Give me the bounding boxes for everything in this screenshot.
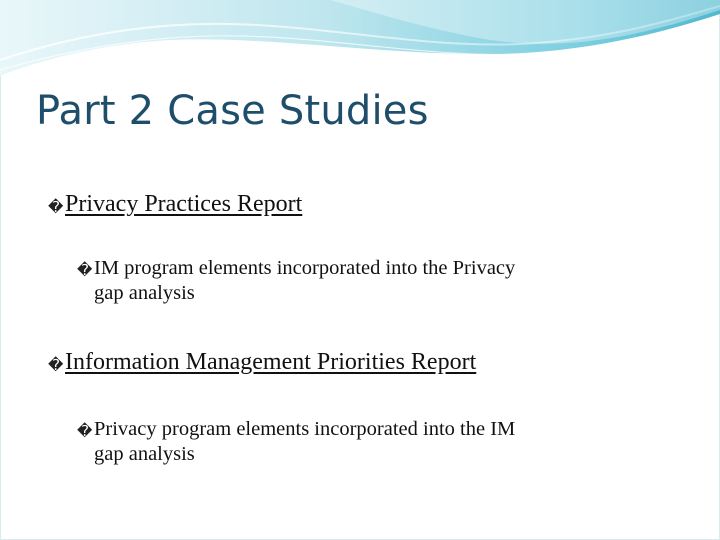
bullet-privacy-practices-report [48,192,302,216]
bullet-glyph-icon: � [77,261,93,279]
slide-title: Part 2 Case Studies [36,88,429,134]
sub-bullet-line-1: Privacy program elements incorporated into the IM [94,418,516,440]
sub-bullet-privacy-program-elements [77,417,677,467]
sub-bullet-im-program-elements [77,256,677,306]
bullet-label: Privacy Practices Report [65,191,303,217]
sub-bullet-line-2: gap analysis [94,443,195,465]
bullet-glyph-icon: � [48,356,64,374]
header-wave-decoration [0,0,720,80]
sub-bullet-line-1: IM program elements incorporated into the Privacy [94,257,516,279]
bullet-glyph-icon: � [48,198,64,216]
bullet-glyph-icon: � [77,422,93,440]
sub-bullet-line-2: gap analysis [94,282,195,304]
bullet-label: Information Management Priorities Report [65,349,477,375]
bullet-information-management-priorities-report [48,350,476,374]
